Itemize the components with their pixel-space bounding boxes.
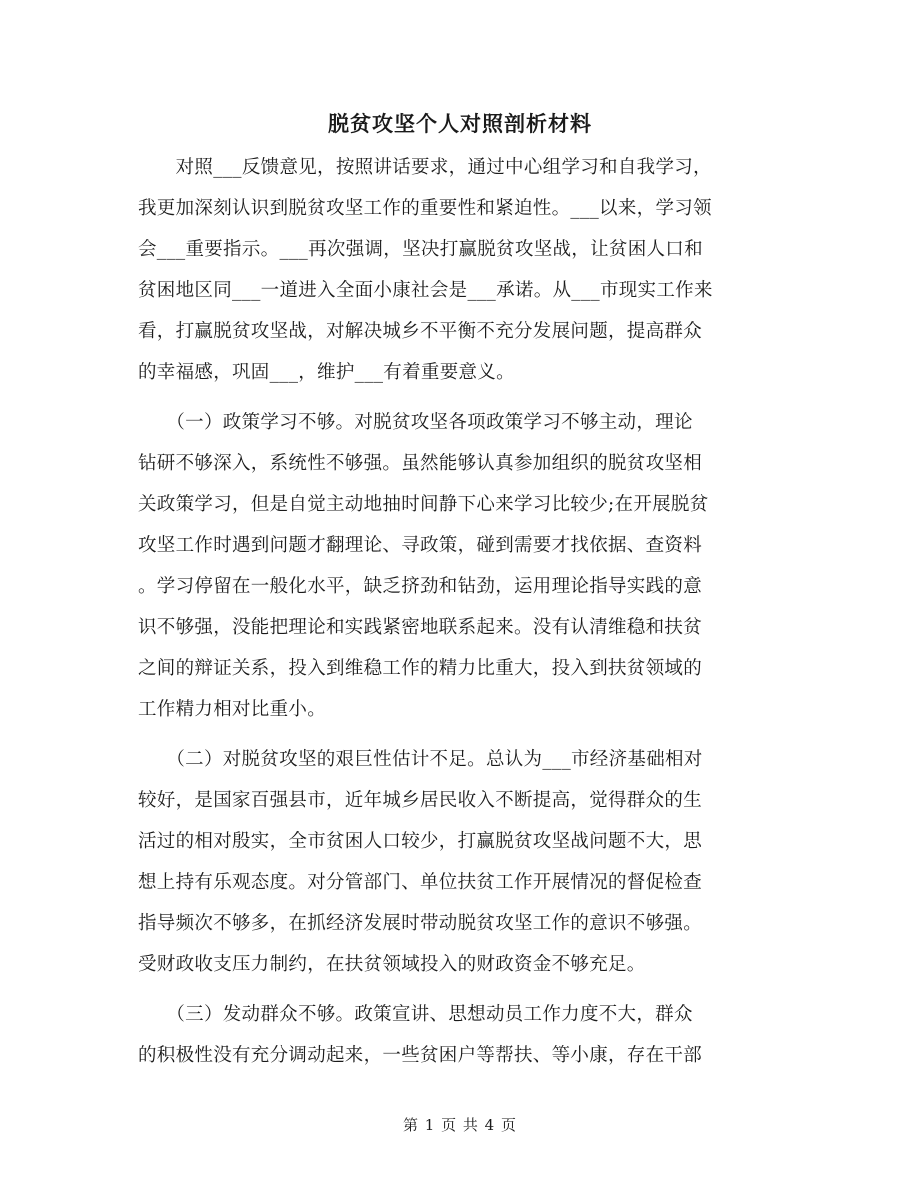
text-line: 对照___反馈意见，按照讲话要求，通过中心组学习和自我学习， [138, 157, 712, 178]
text-line: 之间的辩证关系，投入到维稳工作的精力比重大，投入到扶贫领域的 [138, 658, 703, 679]
text-line: 识不够强，没能把理论和实践紧密地联系起来。没有认清维稳和扶贫 [138, 617, 703, 638]
document-title: 脱贫攻坚个人对照剖析材料 [328, 111, 592, 136]
text-line: 的积极性没有充分调动起来，一些贫困户等帮扶、等小康，存在干部 [138, 1045, 703, 1066]
text-line: 。学习停留在一般化水平，缺乏挤劲和钻劲，运用理论指导实践的意 [138, 576, 703, 597]
text-line: （一）政策学习不够。对脱贫攻坚各项政策学习不够主动，理论 [138, 412, 693, 433]
text-line: （二）对脱贫攻坚的艰巨性估计不足。总认为___市经济基础相对 [138, 749, 703, 770]
text-line: （三）发动群众不够。政策宣讲、思想动员工作力度不大，群众 [138, 1004, 693, 1025]
text-line: 的幸福感，巩固___，维护___有着重要意义。 [138, 362, 515, 383]
text-line: 关政策学习，但是自觉主动地抽时间静下心来学习比较少;在开展脱贫 [138, 494, 709, 515]
text-line: 我更加深刻认识到脱贫攻坚工作的重要性和紧迫性。___以来，学习领 [138, 198, 712, 219]
text-line: 较好，是国家百强县市，近年城乡居民收入不断提高，觉得群众的生 [138, 790, 703, 811]
text-line: 活过的相对殷实，全市贫困人口较少，打赢脱贫攻坚战问题不大，思 [138, 831, 703, 852]
text-line: 受财政收支压力制约，在扶贫领域投入的财政资金不够充足。 [138, 954, 646, 975]
text-line: 贫困地区同___一道进入全面小康社会是___承诺。从___市现实工作来 [138, 280, 713, 301]
text-line: 钻研不够深入，系统性不够强。虽然能够认真参加组织的脱贫攻坚相 [138, 453, 703, 474]
text-line: 攻坚工作时遇到问题才翻理论、寻政策，碰到需要才找依据、查资料 [138, 535, 703, 556]
page-number-footer: 第 1 页 共 4 页 [403, 1116, 517, 1134]
text-line: 看，打赢脱贫攻坚战，对解决城乡不平衡不充分发展问题，提高群众 [138, 321, 703, 342]
text-line: 想上持有乐观态度。对分管部门、单位扶贫工作开展情况的督促检查 [138, 872, 703, 893]
text-line: 工作精力相对比重小。 [138, 699, 327, 720]
text-line: 会___重要指示。___再次强调，坚决打赢脱贫攻坚战，让贫困人口和 [138, 239, 703, 260]
text-line: 指导频次不够多，在抓经济发展时带动脱贫攻坚工作的意识不够强。 [138, 913, 703, 934]
